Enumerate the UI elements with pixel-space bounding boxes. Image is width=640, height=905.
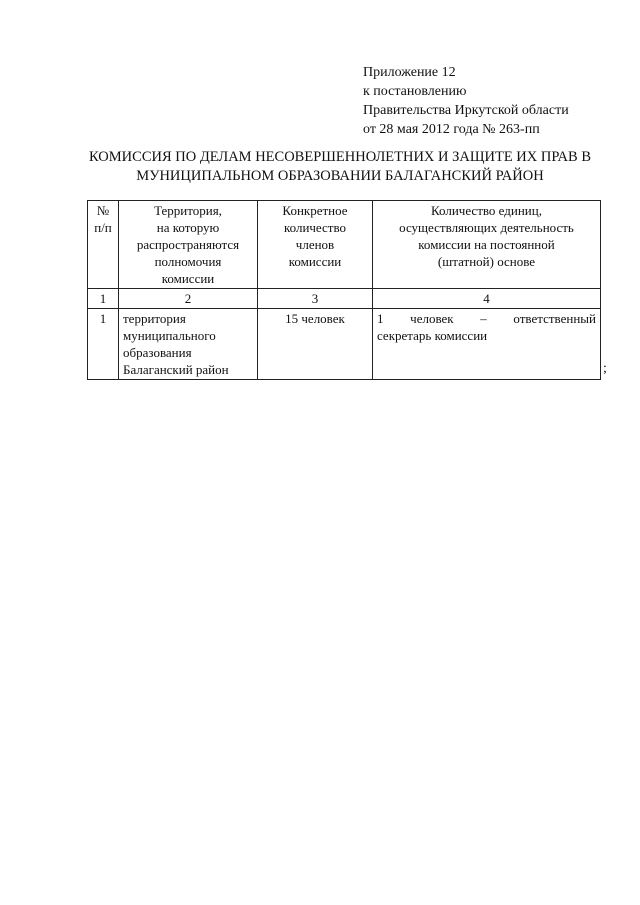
appendix-header — [363, 63, 569, 139]
appendix-authority: Правительства Иркутской области — [363, 103, 569, 118]
staff-line-1: 1 человек – ответственный — [377, 311, 596, 326]
header-territory: Территория, на которую распространяются полномочия комиссии — [119, 201, 258, 289]
row-number: 1 — [88, 309, 119, 380]
column-number-1: 1 — [88, 289, 119, 309]
document-title — [60, 148, 620, 186]
header-staff-units: Количество единиц, осуществляющих деятельность комиссии на постоянной (штатной) основе — [373, 201, 601, 289]
header-members: Конкретное количество членов комиссии — [258, 201, 373, 289]
row-staff-units — [373, 309, 601, 380]
row-members: 15 человек — [258, 309, 373, 380]
column-number-2: 2 — [119, 289, 258, 309]
column-number-3: 3 — [258, 289, 373, 309]
table-header-row — [88, 201, 601, 289]
title-line-2: МУНИЦИПАЛЬНОМ ОБРАЗОВАНИИ БАЛАГАНСКИЙ РАЙОН — [136, 168, 544, 184]
trailing-semicolon: ; — [603, 361, 607, 376]
header-number: № п/п — [88, 201, 119, 289]
row-territory: территория муниципального образования Балаганский район — [119, 309, 258, 380]
column-number-row — [88, 289, 601, 309]
appendix-number: Приложение 12 — [363, 65, 456, 80]
commission-table — [87, 200, 601, 380]
table-row — [88, 309, 601, 380]
column-number-4: 4 — [373, 289, 601, 309]
appendix-date: от 28 мая 2012 года № 263-пп — [363, 122, 540, 137]
title-line-1: КОМИССИЯ ПО ДЕЛАМ НЕСОВЕРШЕННОЛЕТНИХ И ЗАЩИТЕ ИХ ПРАВ В — [89, 149, 591, 165]
staff-line-2: секретарь комиссии — [377, 328, 488, 343]
appendix-reference: к постановлению — [363, 84, 467, 99]
